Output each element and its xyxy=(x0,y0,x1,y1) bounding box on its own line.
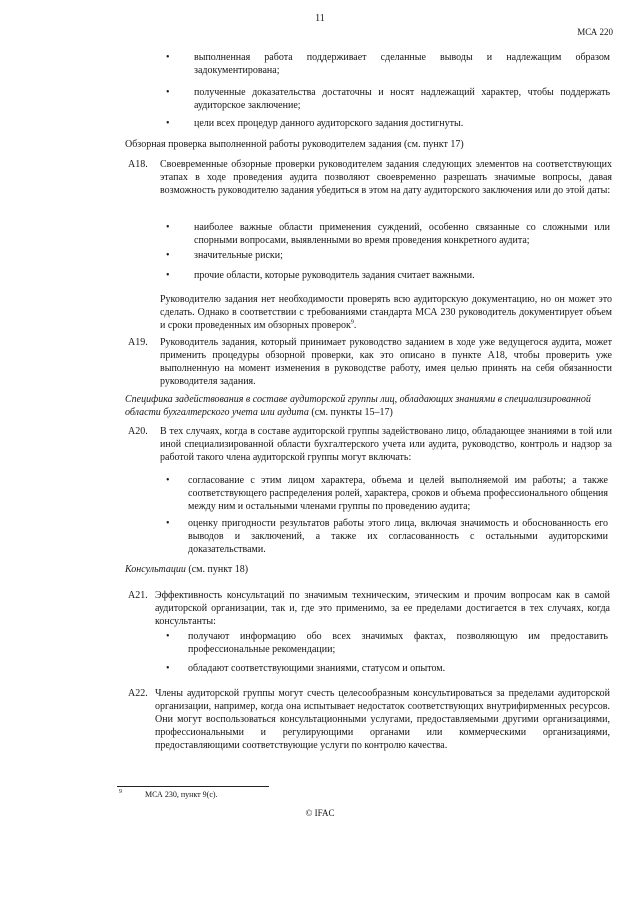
bullet-icon: • xyxy=(166,222,170,233)
list-item: наиболее важные области применения суждений, особенно связанные со сложными или спорными вопросами, выявленными во время проведения конкретного аудита; xyxy=(194,222,610,246)
paragraph-label: A19. xyxy=(128,337,148,348)
paragraph-a22: Члены аудиторской группы могут счесть целесообразным консультироваться за пределами аудиторской организации, например, когда она испытывает недостаток соответствующих внутрифирменных ресурсов. Они могут воспользоваться консультационными услугами, предоставляемыми другими организациями, профессиональными и регулирующими органами или коммерческими организациями, предоставляющими соответствующие услуги по контролю качества. xyxy=(155,688,610,751)
bullet-icon: • xyxy=(166,631,170,642)
bullet-icon: • xyxy=(166,118,170,129)
footnote-divider xyxy=(117,786,269,787)
list-item: значительные риски; xyxy=(194,250,283,261)
footnote-text: МСА 230, пункт 9(c). xyxy=(145,790,218,799)
paragraph-label: A22. xyxy=(128,688,148,699)
section-heading: Консультации (см. пункт 18) xyxy=(125,564,249,575)
paragraph-a20: В тех случаях, когда в составе аудиторской группы задействовано лицо, обладающее знаниями в той или иной специализированной области бухгалтерского учета или аудита, руководство, контроль и надзор за работой такого члена аудиторской группы могут включать: xyxy=(160,426,612,463)
paragraph-label: A21. xyxy=(128,590,148,601)
bullet-icon: • xyxy=(166,250,170,261)
list-item: цели всех процедур данного аудиторского задания достигнуты. xyxy=(194,118,464,129)
bullet-icon: • xyxy=(166,518,170,529)
list-item: обладают соответствующими знаниями, статусом и опытом. xyxy=(188,663,446,674)
paragraph-a18: Своевременные обзорные проверки руководителем задания следующих элементов на соответствующих этапах в ходе проведения аудита позволяют своевременно разрешать значимые вопросы, давая возможность руководителю задания убедиться в этом на дату аудиторского заключения или до этой даты: xyxy=(160,159,612,196)
bullet-icon: • xyxy=(166,663,170,674)
list-item: оценку пригодности результатов работы этого лица, включая значимость и обоснованность его выводов и заключений, а также их согласованность с остальными аудиторскими доказательствами. xyxy=(188,518,608,555)
page-footer: © IFAC xyxy=(305,808,335,818)
bullet-icon: • xyxy=(166,270,170,281)
paragraph-a18-continued: Руководителю задания нет необходимости проверять всю аудиторскую документацию, но он может это сделать. Однако в соответствии с требованиями стандарта МСА 230 руководитель документирует объем и сроки проведенных им обзорных проверок$^9$. xyxy=(160,294,612,331)
bullet-icon: • xyxy=(166,52,170,63)
bullet-icon: • xyxy=(166,87,170,98)
standard-code: МСА 220 xyxy=(577,27,613,37)
list-item: получают информацию обо всех значимых фактах, позволяющую им предоставить профессиональные рекомендации; xyxy=(188,631,608,655)
paragraph-label: A18. xyxy=(128,159,148,170)
section-heading: Специфика задействования в составе аудиторской группы лиц, обладающих знаниями в специализированной области бухгалтерского учета или аудита (см. пункты 15–17) xyxy=(125,394,591,418)
paragraph-a19: Руководитель задания, который принимает руководство заданием в ходе уже ведущегося аудита, может применить процедуры обзорной проверки, как это описано в пункте A18, чтобы проверить уже выполненную на момент изменения в руководстве работу, имея целью принять на себя обязанности руководителя задания. xyxy=(160,337,612,387)
footnote-ref: 9 xyxy=(350,319,354,326)
footnote-mark: 9 xyxy=(119,789,122,795)
page-number: 11 xyxy=(315,13,325,24)
bullet-icon: • xyxy=(166,475,170,486)
list-item: прочие области, которые руководитель задания считает важными. xyxy=(194,270,475,281)
section-heading: Обзорная проверка выполненной работы руководителем задания (см. пункт 17) xyxy=(125,139,464,150)
list-item: полученные доказательства достаточны и носят надлежащий характер, чтобы поддержать аудиторское заключение; xyxy=(194,87,610,111)
list-item: согласование с этим лицом характера, объема и целей выполняемой им работы; а также соответствующего распределения ролей, характера, сроков и объема профессионального общения между ним и остальными членами группы по проведению аудита; xyxy=(188,475,608,512)
paragraph-a21: Эффективность консультаций по значимым техническим, этическим и прочим вопросам как в самой аудиторской организации, так и, где это применимо, за ее пределами достигается в тех случаях, когда консультанты: xyxy=(155,590,610,627)
paragraph-label: A20. xyxy=(128,426,148,437)
list-item: выполненная работа поддерживает сделанные выводы и надлежащим образом задокументирована; xyxy=(194,52,610,76)
